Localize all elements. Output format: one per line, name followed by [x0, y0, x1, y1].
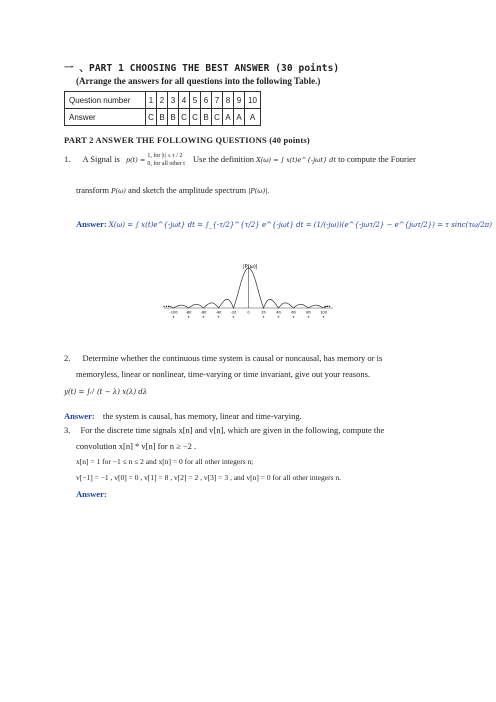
part2-title: PART 2 ANSWER THE FOLLOWING QUESTIONS (40 points) — [64, 135, 310, 145]
question-3-answer — [76, 488, 107, 500]
question-number-cell: 6 — [201, 92, 212, 109]
amplitude-spectrum-plot — [161, 258, 336, 320]
tick-label: -8π — [185, 310, 192, 315]
answer-cell: B — [201, 109, 212, 126]
question-number-cell: 1 — [146, 92, 157, 109]
part1-title: 一 、PART 1 CHOOSING THE BEST ANSWER (30 points) — [64, 63, 340, 74]
tick-denominator: τ — [217, 315, 220, 319]
question-2-text-1: Determine whether the continuous time system is causal or noncausal, has memory or is — [82, 353, 383, 363]
answer-header: Answer — [65, 109, 146, 126]
tick-label: -10π — [169, 310, 178, 315]
question-3-number: 3. — [64, 425, 71, 435]
tick-denominator: τ — [187, 315, 190, 319]
tick-label: 2π — [261, 310, 266, 315]
question-2-number: 2. — [64, 353, 71, 363]
tick-label: 4π — [276, 310, 281, 315]
tick-labels — [169, 311, 327, 320]
tick-label: -2π — [230, 310, 237, 315]
piecewise-definition — [147, 152, 185, 168]
question-3-text-3: x[n] = 1 for −1 ≤ n ≤ 2 and x[n] = 0 for all other integers n; — [76, 457, 254, 466]
answer-cell: A — [223, 109, 234, 126]
fourier-definition: X(ω) = ∫ x(t)e^{-jωt} dt — [256, 155, 336, 164]
question-1-line2-a: transform — [76, 185, 110, 195]
question-1-line2-b: and sketch the amplitude spectrum — [128, 185, 247, 195]
answer-row — [65, 109, 261, 126]
part1-subtitle: (Arrange the answers for all questions into the following Table.) — [76, 76, 321, 86]
question-number-header: Question number — [65, 92, 146, 109]
question-number-cell: 7 — [212, 92, 223, 109]
question-2-answer-text: the system is causal, has memory, linear and time-varying. — [102, 411, 302, 421]
tick-label: 0 — [247, 310, 250, 315]
plot-label: |P(ω)| — [243, 264, 258, 270]
question-number-row — [65, 92, 261, 109]
tick-label: -4π — [215, 310, 222, 315]
amplitude-spectrum-symbol: |P(ω)|. — [248, 187, 270, 195]
question-number-cell: 5 — [190, 92, 201, 109]
question-1-text-c: to compute the Fourier — [338, 153, 416, 164]
answer-cell: C — [212, 109, 223, 126]
system-equation: y(t) = ∫₀ᵗ (t − λ) x(λ) dλ — [64, 388, 148, 396]
question-number-cell: 2 — [157, 92, 168, 109]
answer-cell: A — [245, 109, 261, 126]
question-3-text-2: convolution x[n] * v[n] for n ≥ −2 . — [76, 441, 197, 451]
answer-cell: C — [146, 109, 157, 126]
question-1-line2 — [76, 184, 269, 197]
question-1-number: 1. — [64, 153, 71, 164]
tick-label: -6π — [200, 310, 207, 315]
question-1-answer — [76, 218, 492, 231]
question-number-cell: 8 — [223, 92, 234, 109]
question-number-cell: 3 — [168, 92, 179, 109]
question-2-text-2: memoryless, linear or nonlinear, time-varying or time invariant, give out your reasons. — [76, 369, 371, 379]
question-3-text-1: For the discrete time signals x[n] and v[n], which are given in the following, compute the — [80, 425, 385, 435]
question-1-text: A Signal is — [82, 153, 120, 164]
answer-cell: B — [168, 109, 179, 126]
question-2-line1 — [64, 352, 382, 364]
question-3-text-4: v[−1] = −1 , v[0] = 0 , v[1] = 8 , v[2] = 2 , v[3] = 3 , and v[n] = 0 for all other integers n. — [76, 473, 342, 482]
left-ellipsis: ... — [163, 302, 170, 309]
tick-denominator: τ — [202, 315, 205, 319]
tick-denominator: τ — [307, 315, 310, 319]
question-number-cell: 4 — [179, 92, 190, 109]
piecewise-case-1: 1, for |t| ≤ τ / 2 — [147, 153, 183, 159]
tick-denominator: τ — [292, 315, 295, 319]
answer-cell: A — [234, 109, 245, 126]
answer-label: Answer: — [64, 411, 95, 421]
answer-table — [64, 91, 261, 126]
signal-name: p(t) = — [125, 155, 146, 164]
right-ellipsis: ... — [324, 302, 331, 309]
answer-formula: X(ω) = ∫ x(t)e^{-jωt} dt = ∫_{-τ/2}^{τ/2} e^{-jωt} dt = (1/(-jω))(e^{-jωτ/2} − e^{jωτ/2}) = τ sinc(τω/2π) — [108, 221, 492, 229]
piecewise-case-2: 0, for all other t — [147, 161, 185, 167]
question-3-line1 — [64, 424, 384, 436]
question-number-cell: 9 — [234, 92, 245, 109]
answer-cell: C — [179, 109, 190, 126]
question-2-answer — [64, 410, 302, 422]
fourier-transform-symbol: P(ω) — [111, 187, 126, 195]
answer-label: Answer: — [76, 219, 107, 229]
tick-label: 8π — [306, 310, 311, 315]
tick-denominator: τ — [232, 315, 235, 319]
tick-denominator: τ — [172, 315, 175, 319]
tick-label: 6π — [291, 310, 296, 315]
answer-label: Answer: — [76, 489, 107, 499]
tick-denominator: τ — [277, 315, 280, 319]
question-1-line1 — [64, 152, 416, 168]
answer-cell: B — [157, 109, 168, 126]
tick-denominator: τ — [262, 315, 265, 319]
answer-cell: C — [190, 109, 201, 126]
question-1-text-b: Use the definition — [193, 153, 254, 164]
tick-label: 10π — [320, 310, 327, 315]
tick-denominator: τ — [322, 315, 325, 319]
question-number-cell: 10 — [245, 92, 261, 109]
